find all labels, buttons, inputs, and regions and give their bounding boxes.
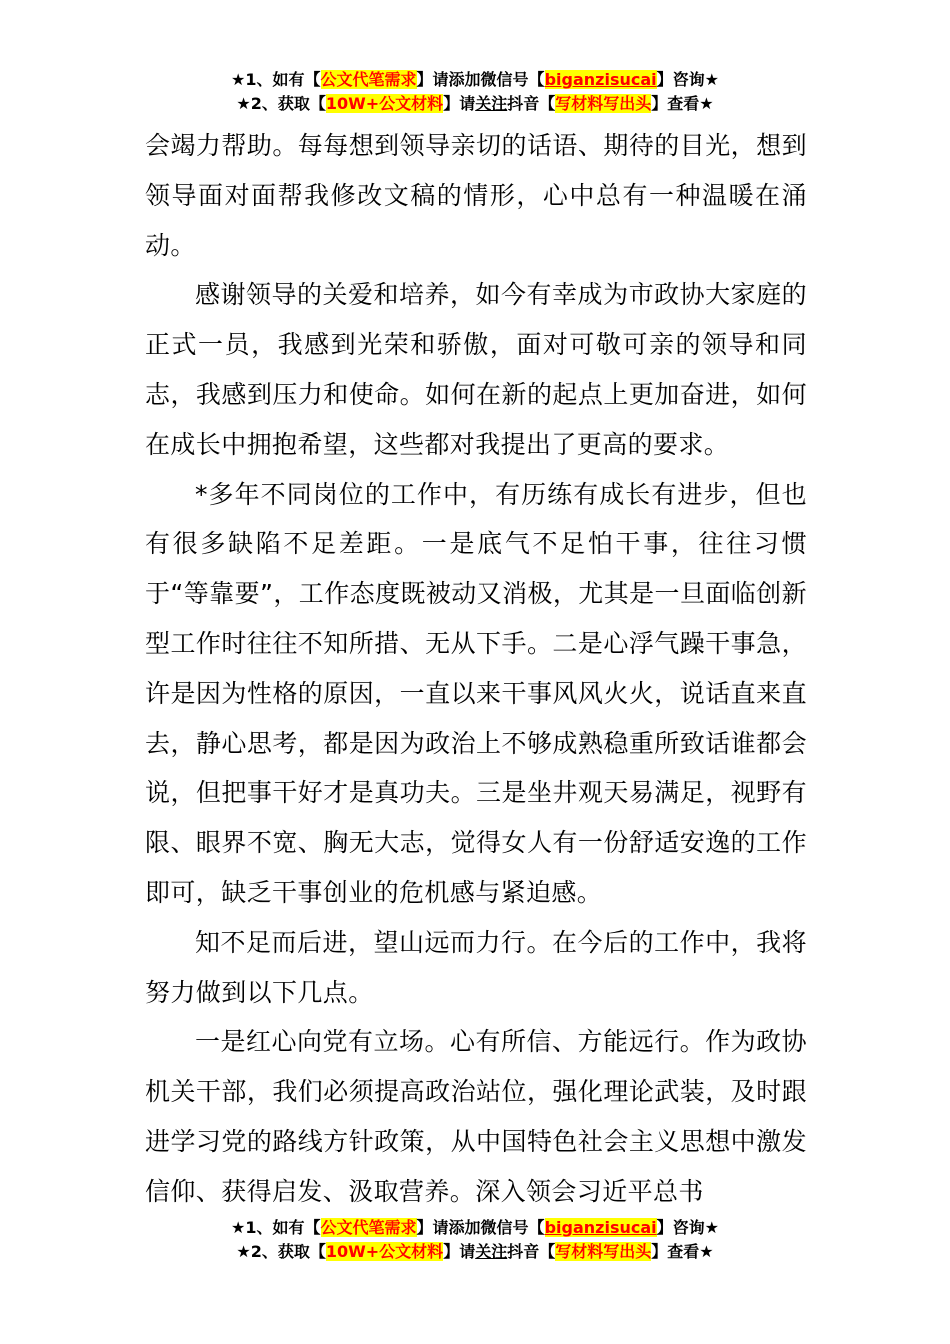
wechat-id: biganzisucai (544, 70, 657, 89)
highlight-materials: 10W+公文材料 (325, 94, 444, 113)
footer-line-2: ★2、获取【10W+公文材料】请关注抖音【写材料写出头】查看★ (236, 1242, 714, 1261)
footer-banner (0, 1216, 950, 1264)
paragraph-3: *多年不同岗位的工作中，有历练有成长有进步，但也有很多缺陷不足差距。一是底气不足怕干事，往往习惯于“等靠要”，工作态度既被动又消极，尤其是一旦面临创新型工作时往往不知所措、无从下手。二是心浮气躁干事急，许是因为性格的原因，一直以来干事风风火火，说话直来直去，静心思考，都是因为政治上不够成熟稳重所致话谁都会说，但把事干好才是真功夫。三是坐井观天易满足，视野有限、眼界不宽、胸无大志，觉得女人有一份舒适安逸的工作即可，缺乏干事创业的危机感与紧迫感。 (145, 479, 807, 907)
banner-line-1: ★1、如有【公文代笔需求】请添加微信号【biganzisucai】咨询★ (231, 70, 719, 89)
footer-douyin-account: 写材料写出头 (555, 1242, 652, 1261)
footer-wechat-id: biganzisucai (544, 1218, 657, 1237)
footer-highlight-materials: 10W+公文材料 (325, 1242, 444, 1261)
paragraph-5: 一是红心向党有立场。心有所信、方能远行。作为政协机关干部，我们必须提高政治站位，强化理论武装，及时跟进学习党的路线方针政策，从中国特色社会主义思想中激发信仰、获得启发、汲取营养。深入领会习近平总书 (145, 1027, 807, 1206)
footer-line-1: ★1、如有【公文代笔需求】请添加微信号【biganzisucai】咨询★ (231, 1218, 719, 1237)
highlight-ghostwriting: 公文代笔需求 (320, 70, 417, 89)
paragraph-2: 感谢领导的关爱和培养，如今有幸成为市政协大家庭的正式一员，我感到光荣和骄傲，面对可敬可亲的领导和同志，我感到压力和使命。如何在新的起点上更加奋进，如何在成长中拥抱希望，这些都对我提出了更高的要求。 (145, 280, 807, 459)
footer-highlight-ghostwriting: 公文代笔需求 (320, 1218, 417, 1237)
paragraph-1: 会竭力帮助。每每想到领导亲切的话语、期待的目光，想到领导面对面帮我修改文稿的情形，心中总有一种温暖在涌动。 (145, 131, 807, 260)
banner-line-2: ★2、获取【10W+公文材料】请关注抖音【写材料写出头】查看★ (236, 94, 714, 113)
document-body (145, 121, 807, 1217)
douyin-account: 写材料写出头 (555, 94, 652, 113)
paragraph-4: 知不足而后进，望山远而力行。在今后的工作中，我将努力做到以下几点。 (145, 927, 807, 1007)
header-banner (0, 68, 950, 116)
